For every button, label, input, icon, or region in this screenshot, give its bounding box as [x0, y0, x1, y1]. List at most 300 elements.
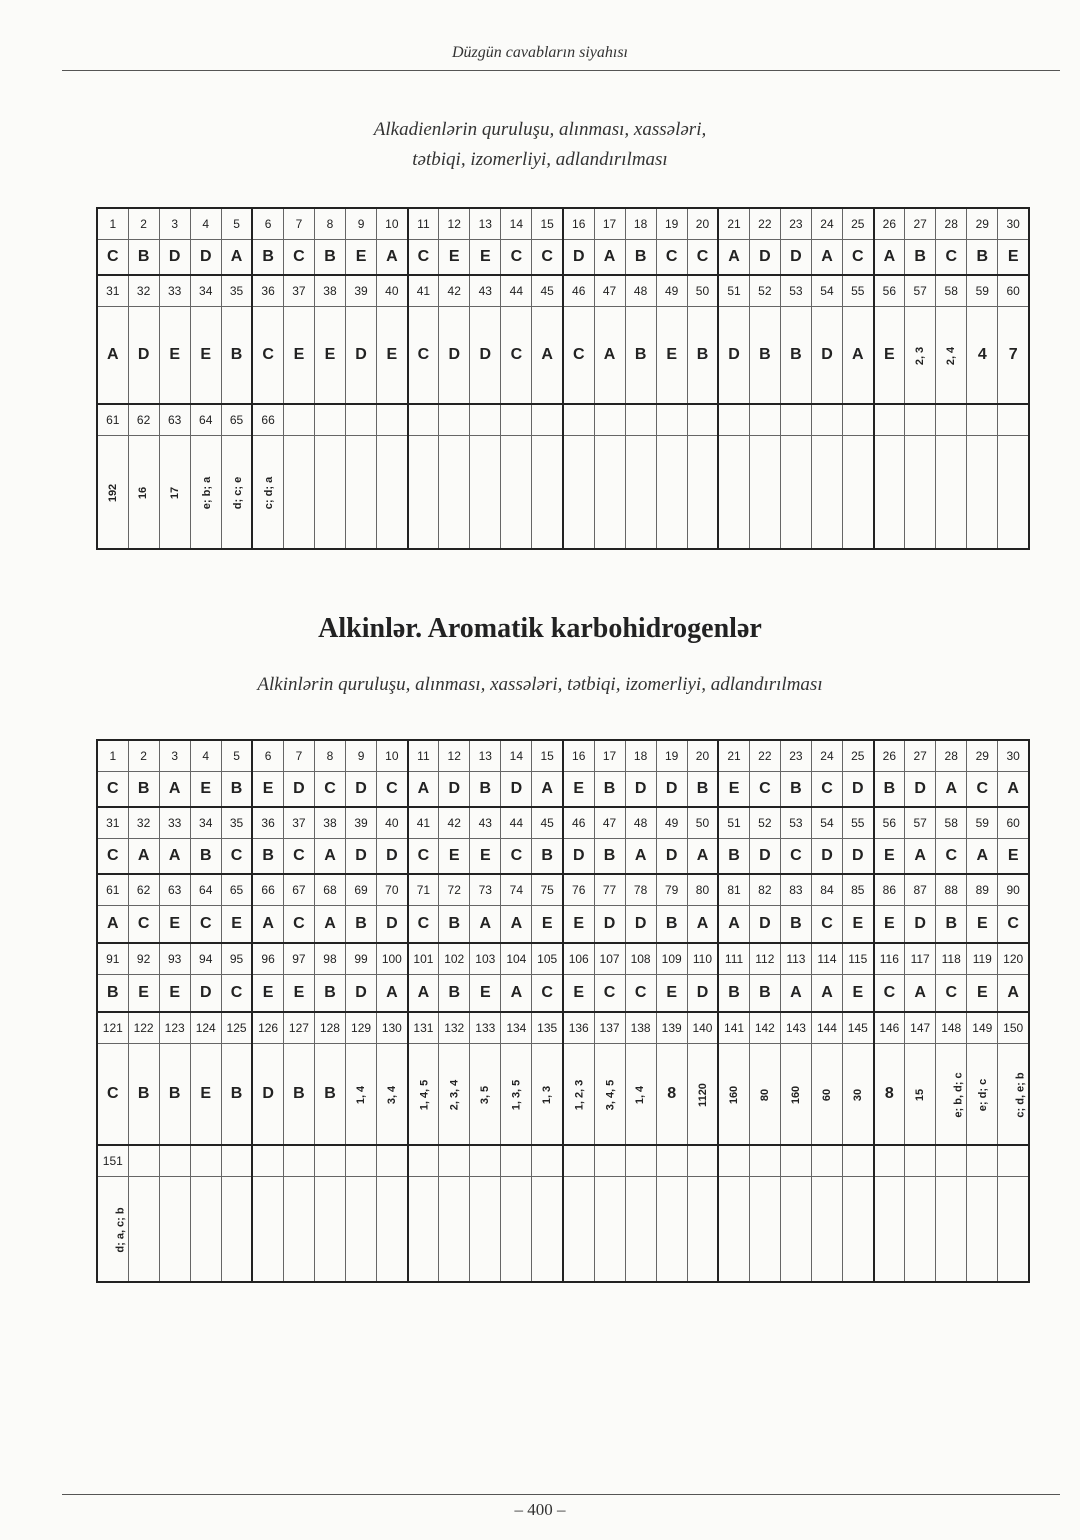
answer-cell [594, 436, 625, 550]
answer-cell: C [936, 839, 967, 875]
answer-cell: A [501, 975, 532, 1013]
answer-cell [470, 1177, 501, 1283]
answer-cell: A [998, 975, 1029, 1013]
question-number: 128 [314, 1012, 345, 1044]
question-number: 21 [718, 208, 749, 240]
question-number: 23 [780, 208, 811, 240]
question-number: 79 [656, 874, 687, 906]
answer-cell: B [190, 839, 221, 875]
question-number: 53 [780, 807, 811, 839]
question-number: 8 [314, 208, 345, 240]
answer-cell: B [687, 772, 718, 808]
answer-cell: 3, 4 [377, 1044, 408, 1146]
question-number: 46 [563, 807, 594, 839]
question-number: 77 [594, 874, 625, 906]
answer-cell: B [718, 839, 749, 875]
answer-cell [936, 1177, 967, 1283]
question-number [967, 404, 998, 436]
answer-cell: E [656, 975, 687, 1013]
question-number: 95 [221, 943, 252, 975]
answer-row [97, 772, 1029, 808]
question-number: 124 [190, 1012, 221, 1044]
question-number [718, 1145, 749, 1177]
answer-cell [532, 436, 563, 550]
question-number: 38 [314, 807, 345, 839]
question-number: 82 [749, 874, 780, 906]
question-number: 19 [656, 740, 687, 772]
question-number [314, 1145, 345, 1177]
answer-cell [190, 1177, 221, 1283]
answer-cell: B [780, 307, 811, 405]
answer-cell [905, 1177, 936, 1283]
question-number: 63 [159, 404, 190, 436]
answer-cell [625, 1177, 656, 1283]
answer-cell [811, 1177, 842, 1283]
answer-cell [874, 1177, 905, 1283]
question-number [749, 1145, 780, 1177]
question-number [998, 1145, 1029, 1177]
question-number-row [97, 1145, 1029, 1177]
answer-cell: A [314, 839, 345, 875]
question-number: 30 [998, 740, 1029, 772]
question-number: 45 [532, 275, 563, 307]
answer-cell: 160 [780, 1044, 811, 1146]
answer-cell: C [532, 240, 563, 276]
answer-cell: B [252, 839, 283, 875]
answer-cell: C [408, 839, 439, 875]
answer-cell: E [843, 906, 874, 944]
answer-cell: B [936, 906, 967, 944]
answer-cell: E [439, 839, 470, 875]
question-number-row [97, 404, 1029, 436]
answer-cell: D [190, 975, 221, 1013]
question-number: 35 [221, 275, 252, 307]
answer-cell [252, 1177, 283, 1283]
answer-cell: 1, 3 [532, 1044, 563, 1146]
question-number: 49 [656, 275, 687, 307]
answer-cell [314, 1177, 345, 1283]
answer-cell: D [718, 307, 749, 405]
question-number: 44 [501, 807, 532, 839]
answer-cell: 30 [843, 1044, 874, 1146]
question-number: 141 [718, 1012, 749, 1044]
question-number: 5 [221, 740, 252, 772]
answer-cell: C [656, 240, 687, 276]
question-number [811, 1145, 842, 1177]
answer-cell: C [314, 772, 345, 808]
answer-cell [718, 1177, 749, 1283]
answer-cell: C [283, 906, 314, 944]
question-number: 20 [687, 740, 718, 772]
question-number-row [97, 275, 1029, 307]
question-number: 65 [221, 874, 252, 906]
answer-cell: A [532, 772, 563, 808]
question-number: 140 [687, 1012, 718, 1044]
question-number: 8 [314, 740, 345, 772]
answer-cell: A [811, 240, 842, 276]
question-number: 17 [594, 740, 625, 772]
answer-cell: A [905, 975, 936, 1013]
answer-cell: D [501, 772, 532, 808]
question-number: 24 [811, 740, 842, 772]
question-number: 148 [936, 1012, 967, 1044]
question-number: 52 [749, 807, 780, 839]
answer-cell: 8 [874, 1044, 905, 1146]
answer-cell: 3, 5 [470, 1044, 501, 1146]
question-number [811, 404, 842, 436]
question-number: 90 [998, 874, 1029, 906]
answer-cell [128, 1177, 159, 1283]
footer-rule [62, 1494, 1060, 1495]
question-number: 15 [532, 740, 563, 772]
answer-cell: A [314, 906, 345, 944]
answer-cell: D [563, 240, 594, 276]
answer-cell: 2, 3, 4 [439, 1044, 470, 1146]
answer-cell [718, 436, 749, 550]
answer-cell: E [283, 307, 314, 405]
question-number: 27 [905, 740, 936, 772]
section1-subtitle-line-1: Alkadienlərin quruluşu, alınması, xassələri, [373, 119, 707, 140]
question-number [128, 1145, 159, 1177]
header-rule [62, 70, 1060, 71]
answer-cell: C [283, 839, 314, 875]
question-number: 11 [408, 208, 439, 240]
answer-cell: 1120 [687, 1044, 718, 1146]
question-number: 59 [967, 807, 998, 839]
question-number: 1 [97, 740, 128, 772]
answer-cell: 3, 4, 5 [594, 1044, 625, 1146]
answer-cell [563, 1177, 594, 1283]
answer-cell: B [221, 772, 252, 808]
question-number: 10 [377, 740, 408, 772]
question-number: 60 [998, 807, 1029, 839]
answer-row [97, 436, 1029, 550]
answer-cell: E [439, 240, 470, 276]
answer-cell: B [594, 839, 625, 875]
question-number: 56 [874, 807, 905, 839]
answer-cell [501, 436, 532, 550]
question-number: 25 [843, 740, 874, 772]
answer-row [97, 1044, 1029, 1146]
question-number: 44 [501, 275, 532, 307]
question-number: 29 [967, 740, 998, 772]
question-number: 37 [283, 275, 314, 307]
answer-cell: D [780, 240, 811, 276]
answer-cell: D [749, 839, 780, 875]
question-number: 53 [780, 275, 811, 307]
answer-cell: C [687, 240, 718, 276]
answer-cell: C [97, 839, 128, 875]
question-number: 130 [377, 1012, 408, 1044]
answer-cell: A [97, 307, 128, 405]
question-number: 76 [563, 874, 594, 906]
question-number: 108 [625, 943, 656, 975]
question-number: 75 [532, 874, 563, 906]
question-number [780, 1145, 811, 1177]
answer-cell: 15 [905, 1044, 936, 1146]
answer-cell: C [128, 906, 159, 944]
answer-cell: D [594, 906, 625, 944]
answer-cell: A [936, 772, 967, 808]
question-number: 78 [625, 874, 656, 906]
question-number: 113 [780, 943, 811, 975]
question-number [221, 1145, 252, 1177]
answer-cell: B [687, 307, 718, 405]
question-number [967, 1145, 998, 1177]
answer-cell: C [967, 772, 998, 808]
answer-cell: E [718, 772, 749, 808]
answer-cell: E [159, 307, 190, 405]
answer-cell: 1, 2, 3 [563, 1044, 594, 1146]
question-number: 93 [159, 943, 190, 975]
question-number [905, 404, 936, 436]
question-number: 7 [283, 208, 314, 240]
answer-cell: e; b; a [190, 436, 221, 550]
answer-cell: C [221, 975, 252, 1013]
answer-cell: A [967, 839, 998, 875]
answer-cell: B [625, 240, 656, 276]
answer-row [97, 906, 1029, 944]
question-number [843, 1145, 874, 1177]
question-number [470, 404, 501, 436]
answer-cell: D [377, 906, 408, 944]
question-number: 30 [998, 208, 1029, 240]
answer-cell: E [159, 906, 190, 944]
answer-cell: 8 [656, 1044, 687, 1146]
question-number: 55 [843, 275, 874, 307]
question-number: 64 [190, 874, 221, 906]
answer-cell: C [501, 839, 532, 875]
answer-cell: E [563, 906, 594, 944]
question-number: 48 [625, 807, 656, 839]
answer-cell [998, 1177, 1029, 1283]
answer-cell: E [159, 975, 190, 1013]
answer-cell: D [905, 772, 936, 808]
answer-row [97, 240, 1029, 276]
question-number: 84 [811, 874, 842, 906]
answer-cell: A [718, 240, 749, 276]
answer-cell: B [780, 772, 811, 808]
answer-cell [967, 1177, 998, 1283]
question-number [656, 404, 687, 436]
answer-cell [998, 436, 1029, 550]
question-number [687, 404, 718, 436]
question-number: 103 [470, 943, 501, 975]
answer-cell: E [563, 772, 594, 808]
question-number: 29 [967, 208, 998, 240]
answer-cell: C [221, 839, 252, 875]
answer-cell: C [408, 307, 439, 405]
answer-cell [314, 436, 345, 550]
answer-cell: E [874, 839, 905, 875]
answer-cell: C [190, 906, 221, 944]
answer-cell: D [811, 307, 842, 405]
answer-cell: A [97, 906, 128, 944]
question-number [346, 404, 377, 436]
answer-cell: C [501, 240, 532, 276]
answer-cell: D [656, 772, 687, 808]
question-number: 9 [346, 740, 377, 772]
question-number: 40 [377, 807, 408, 839]
answer-cell: A [501, 906, 532, 944]
answer-cell: C [780, 839, 811, 875]
question-number: 40 [377, 275, 408, 307]
answer-cell: B [594, 772, 625, 808]
question-number: 88 [936, 874, 967, 906]
question-number: 39 [346, 275, 377, 307]
question-number: 47 [594, 807, 625, 839]
question-number [252, 1145, 283, 1177]
question-number: 1 [97, 208, 128, 240]
question-number: 100 [377, 943, 408, 975]
answer-cell: E [190, 307, 221, 405]
answer-cell: B [905, 240, 936, 276]
question-number: 41 [408, 275, 439, 307]
answer-row [97, 1177, 1029, 1283]
question-number: 14 [501, 208, 532, 240]
question-number: 138 [625, 1012, 656, 1044]
question-number [159, 1145, 190, 1177]
question-number: 27 [905, 208, 936, 240]
answer-cell: C [408, 906, 439, 944]
answer-cell: 17 [159, 436, 190, 550]
answer-cell: A [780, 975, 811, 1013]
question-number: 121 [97, 1012, 128, 1044]
question-number: 32 [128, 275, 159, 307]
answer-cell [532, 1177, 563, 1283]
question-number [532, 404, 563, 436]
answer-cell: 4 [967, 307, 998, 405]
question-number [687, 1145, 718, 1177]
answer-cell: A [408, 772, 439, 808]
answer-cell: B [656, 906, 687, 944]
question-number: 51 [718, 275, 749, 307]
question-number: 3 [159, 740, 190, 772]
question-number-row [97, 740, 1029, 772]
answer-cell: D [346, 839, 377, 875]
answer-cell: A [594, 307, 625, 405]
question-number: 47 [594, 275, 625, 307]
answer-cell: D [346, 772, 377, 808]
section-title: Alkinlər. Aromatik karbohidrogenlər [318, 613, 762, 644]
answer-cell: e; d; c [967, 1044, 998, 1146]
question-number: 126 [252, 1012, 283, 1044]
question-number: 133 [470, 1012, 501, 1044]
question-number: 104 [501, 943, 532, 975]
answer-cell: D [905, 906, 936, 944]
question-number: 54 [811, 275, 842, 307]
question-number: 116 [874, 943, 905, 975]
running-head: Düzgün cavabların siyahısı [452, 44, 628, 61]
answer-cell: A [625, 839, 656, 875]
question-number: 50 [687, 807, 718, 839]
answer-cell: B [749, 975, 780, 1013]
answer-cell: E [470, 240, 501, 276]
question-number: 65 [221, 404, 252, 436]
question-number: 31 [97, 275, 128, 307]
answer-cell: E [843, 975, 874, 1013]
question-number: 83 [780, 874, 811, 906]
answer-cell: D [377, 839, 408, 875]
answer-cell: C [625, 975, 656, 1013]
question-number: 142 [749, 1012, 780, 1044]
question-number: 120 [998, 943, 1029, 975]
question-number: 61 [97, 874, 128, 906]
question-number: 43 [470, 807, 501, 839]
answer-table-alkadienes [96, 207, 1030, 550]
question-number-row [97, 943, 1029, 975]
question-number: 6 [252, 208, 283, 240]
answer-cell: B [625, 307, 656, 405]
answer-cell: B [252, 240, 283, 276]
answer-cell: A [687, 839, 718, 875]
answer-cell: E [128, 975, 159, 1013]
answer-cell [159, 1177, 190, 1283]
question-number: 45 [532, 807, 563, 839]
answer-cell: D [190, 240, 221, 276]
answer-cell: E [190, 772, 221, 808]
answer-cell: A [843, 307, 874, 405]
question-number: 11 [408, 740, 439, 772]
answer-cell: E [346, 240, 377, 276]
answer-cell [346, 1177, 377, 1283]
answer-cell: E [221, 906, 252, 944]
answer-cell: B [128, 1044, 159, 1146]
answer-cell: D [656, 839, 687, 875]
answer-cell: 1, 4 [346, 1044, 377, 1146]
question-number: 123 [159, 1012, 190, 1044]
answer-cell: e; b, d; c [936, 1044, 967, 1146]
answer-cell: 1, 3, 5 [501, 1044, 532, 1146]
answer-cell: D [749, 906, 780, 944]
answer-cell: D [159, 240, 190, 276]
answer-cell: B [439, 975, 470, 1013]
question-number: 66 [252, 404, 283, 436]
question-number [625, 1145, 656, 1177]
question-number: 106 [563, 943, 594, 975]
question-number: 54 [811, 807, 842, 839]
section2-subtitle: Alkinlərin quruluşu, alınması, xassələri, tətbiqi, izomerliyi, adlandırılması [257, 674, 823, 695]
question-number: 2 [128, 740, 159, 772]
question-number [780, 404, 811, 436]
answer-cell [687, 1177, 718, 1283]
question-number: 62 [128, 404, 159, 436]
answer-cell: E [252, 772, 283, 808]
answer-cell: E [532, 906, 563, 944]
answer-cell: C [563, 307, 594, 405]
question-number [843, 404, 874, 436]
answer-cell: d; a, c; b [97, 1177, 128, 1283]
question-number: 136 [563, 1012, 594, 1044]
answer-cell: A [128, 839, 159, 875]
question-number: 16 [563, 208, 594, 240]
answer-cell: C [811, 772, 842, 808]
answer-cell: D [843, 772, 874, 808]
answer-cell: B [314, 1044, 345, 1146]
question-number: 60 [998, 275, 1029, 307]
answer-cell: E [998, 240, 1029, 276]
answer-cell [377, 436, 408, 550]
answer-cell: C [97, 1044, 128, 1146]
answer-cell [874, 436, 905, 550]
question-number: 96 [252, 943, 283, 975]
answer-cell: C [283, 240, 314, 276]
answer-cell: 1, 4 [625, 1044, 656, 1146]
question-number: 18 [625, 740, 656, 772]
question-number: 59 [967, 275, 998, 307]
answer-cell: B [314, 975, 345, 1013]
answer-cell: A [159, 839, 190, 875]
